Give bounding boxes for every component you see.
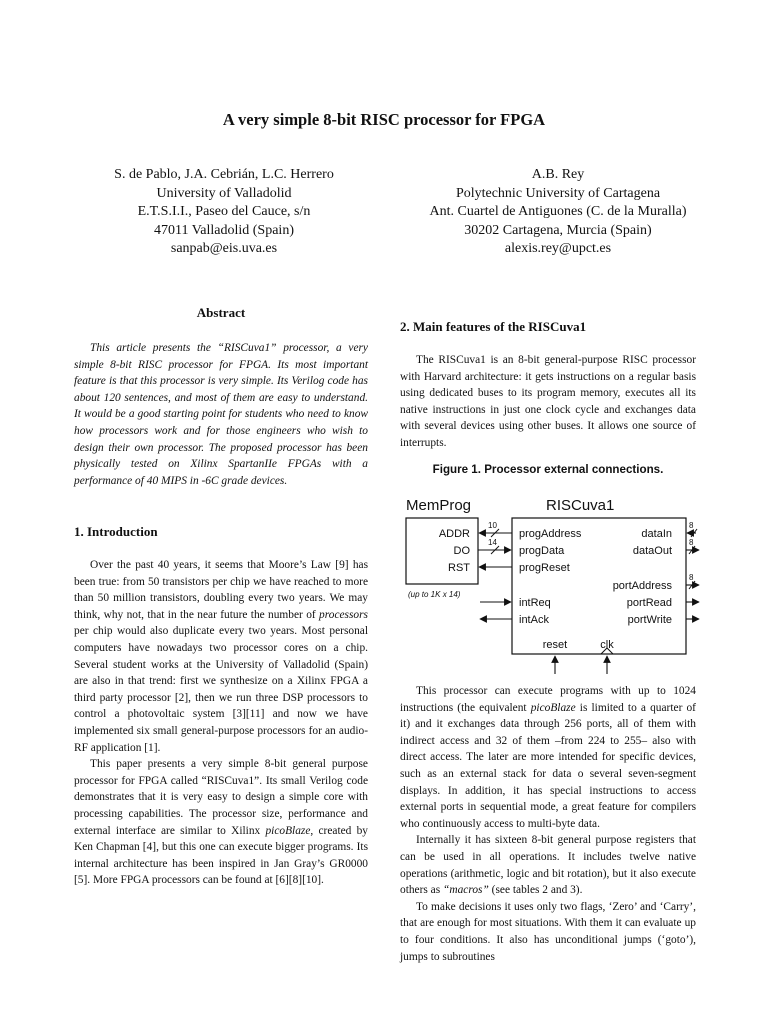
emphasis: “macros” <box>443 884 489 897</box>
addr-bus-width: 10 <box>488 521 497 530</box>
author-block-right <box>390 166 726 259</box>
memprog-pin-addr: ADDR <box>438 528 470 540</box>
author-names: S. de Pablo, J.A. Cebrián, L.C. Herrero <box>114 167 334 182</box>
intro-paragraph-2 <box>74 756 368 889</box>
section2-paragraph-2 <box>400 683 696 832</box>
text-run: Internally it has sixteen 8-bit general purpose registers that can be used in all operations. It includes twelve native operations (arithmetic, logic and bit rotation), but it also execute others as <box>400 834 696 897</box>
dataout-width: 8 <box>689 538 694 547</box>
emphasis: picoBlaze <box>265 824 311 837</box>
section2-paragraph-1: The RISCuva1 is an 8-bit general-purpose RISC processor with Harvard architecture: it gets instructions on a regular basis using dedicated buses to its program memory, executes all its native instructions in just one clock cycle and exchanges data with several devices using other buses. It allows one source of interrupts. <box>400 354 696 449</box>
abstract-text: This article presents the “RISCuva1” processor, a very simple 8-bit RISC processor for FPGA. Its most important feature is that this processor is very simple. Its Verilog code has about 120 sentences, and most of them are easy to understand. It would be a good starting point for students who need to know how processors work and for those engineers who wish to design their own processor. The proposed processor has been physically tested on Xilinx SpartanIIe FPGAs with a performance of 40 MIPS in -6C grade devices. <box>74 342 368 487</box>
pin-progdata: progData <box>519 545 565 557</box>
pin-progreset: progReset <box>519 562 570 574</box>
pin-reset: reset <box>542 639 568 651</box>
pin-clk: clk <box>600 639 614 651</box>
author-affiliation: Polytechnic University of Cartagena <box>455 185 661 201</box>
emphasis: processors <box>319 608 368 621</box>
section-heading-introduction: 1. Introduction <box>74 524 158 539</box>
memprog-pin-do: DO <box>453 545 470 557</box>
pin-progaddress: progAddress <box>519 528 582 540</box>
memprog-capacity-note: (up to 1K x 14) <box>408 590 461 599</box>
author-address: Ant. Cuartel de Antiguones (C. de la Muralla) <box>429 204 687 219</box>
author-block-left <box>64 166 384 259</box>
text-run: is limited to a quarter of it) and it exchanges data through 256 ports, all of them with indirect access and 32 of them –from 224 to 255– also with direct access. The later are more intended for specific devices, such as an external stack for data o several seven-segment displays. In addition, it has special instructions to access external ports in sequential mode, a great feature for compilers who continuously access to multi-byte data. <box>400 701 696 830</box>
datain-width: 8 <box>689 521 694 530</box>
author-email: sanpab@eis.uva.es <box>170 241 278 256</box>
paper-title: A very simple 8-bit RISC processor for FPGA <box>222 110 546 129</box>
author-city: 47011 Valladolid (Spain) <box>154 222 294 238</box>
text-run: Over the past 40 years, it seems that Moore’s Law [9] has been true: from 50 transistors per chip we have reached to more than 50 million transistors, doubling every two years. We may think, why not, that in the near future the number of <box>74 559 368 621</box>
emphasis: picoBlaze <box>530 701 576 714</box>
author-address: E.T.S.I.I., Paseo del Cauce, s/n <box>137 204 311 219</box>
abstract-body <box>74 340 368 489</box>
portaddress-width: 8 <box>689 573 694 582</box>
figure-caption: Figure 1. Processor external connections. <box>432 463 664 476</box>
text-run: (see tables 2 and 3). <box>488 884 583 897</box>
abstract-heading: Abstract <box>196 305 246 320</box>
author-affiliation: University of Valladolid <box>156 185 292 201</box>
intro-paragraph-1 <box>74 557 368 756</box>
pin-dataout: dataOut <box>632 545 672 557</box>
pin-portwrite: portWrite <box>627 614 672 626</box>
processor-connections-diagram <box>400 488 700 674</box>
section2-body-continued <box>400 683 696 965</box>
pin-datain: dataIn <box>641 528 672 540</box>
section-heading-main-features: 2. Main features of the RISCuva1 <box>400 319 587 334</box>
memprog-title: MemProg <box>406 497 472 514</box>
pin-intack: intAck <box>519 614 549 626</box>
pin-portread: portRead <box>626 597 672 609</box>
text-run: This paper presents a very simple 8-bit general purpose processor for FPGA called “RISCuva1”. Its small Verilog code demonstrates that it is very easy to design a simple core with processing capabilities. The processor size, performance and external interface are similar to Xilinx <box>74 758 368 837</box>
text-run: , created by Ken Chapman [4], but this one can execute bigger programs. Its internal architecture has been inspired in Jan Gray’s GR0000 [5]. More FPGA processors can be found at [6][8][10]. <box>74 824 368 887</box>
data-bus-width: 14 <box>488 538 497 547</box>
text-run: This processor can execute programs with up to 1024 instructions (the equivalent <box>400 685 696 714</box>
section2-paragraph-3 <box>400 832 696 898</box>
memprog-pin-rst: RST <box>448 562 470 574</box>
author-names: A.B. Rey <box>531 167 585 182</box>
text-run: per chip would also duplicate every two years. Most personal computers have nowadays two processor cores on a chip. Several student works at the University of Valladolid (Spain) are also in that trend: first we synthesize on a Xilinx FPGA a third party processor [2], then we run three DSP processors to control a photovoltaic system [3][11] and now we have implemented six small general-purpose processors for an audio-RF application [1]. <box>74 625 368 754</box>
pin-intreq: intReq <box>519 597 551 609</box>
riscuva-title: RISCuva1 <box>546 497 615 514</box>
section2-paragraph-4: To make decisions it uses only two flags, ‘Zero’ and ‘Carry’, that are enough for most situations. With them it can evaluate up to four conditions. It also has unconditional jumps (‘goto’), jumps to subroutines <box>400 900 696 963</box>
pin-portaddress: portAddress <box>612 580 672 592</box>
author-city: 30202 Cartagena, Murcia (Spain) <box>464 222 652 238</box>
section2-body <box>400 352 696 452</box>
author-email: alexis.rey@upct.es <box>504 241 612 256</box>
introduction-body <box>74 557 368 889</box>
